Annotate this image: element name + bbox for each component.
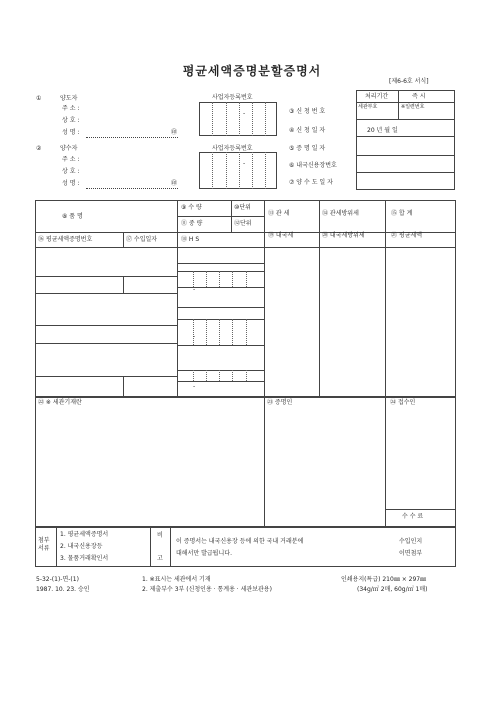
customs-notes-label: ㉒ ※ 세관기재란	[38, 399, 82, 406]
hs-dash-3: -	[193, 383, 196, 390]
attach-statement-1: 이 증명서는 내국신용장 등에 의한 국내 거래분에	[176, 538, 304, 545]
transferee-bizreg-label: 사업자등록번호	[212, 145, 253, 152]
footer-note-2: 2. 제출부수 3부 (신청인용 · 통계용 · 세관보관용)	[142, 586, 272, 593]
col-qty: ⑨ 수 량	[181, 204, 202, 211]
col-domestic-tax: ⑲ 내국세	[268, 232, 294, 239]
remark-label-2: 고	[157, 555, 163, 562]
certifier-label: ㉓ 증명인	[267, 399, 293, 406]
col-weight: ⑪ 중 량	[181, 220, 203, 227]
processing-period-label: 처리기간	[365, 93, 389, 100]
transferor-num: ①	[36, 95, 42, 102]
transferor-seal: ㊞	[171, 129, 178, 136]
form-title: 평균세액증명분할증명서	[182, 64, 322, 78]
attach-item-2: 2. 내국신용장등	[60, 543, 103, 550]
remark-label-1: 비	[157, 532, 163, 539]
transferor-address-label: 주 소 :	[62, 105, 80, 112]
attach-item-1: 1. 평균세액증명서	[60, 531, 109, 538]
attach-label-1: 첨부	[38, 537, 50, 544]
footer-paper: 인쇄용지(특급) 210㎜ × 297㎜	[341, 576, 427, 583]
revenue-stamp-label-2: 이면첨부	[399, 550, 423, 557]
signature-section	[35, 397, 456, 527]
footer-approved: 1987. 10. 23. 승인	[36, 586, 90, 593]
transferor-company-label: 상 호 :	[62, 117, 80, 124]
footer-paper-2: (34g/㎡ 2매, 60g/㎡ 1매)	[357, 586, 428, 593]
app-date-label: ④ 신 청 일 자	[289, 127, 326, 134]
item-table	[35, 200, 456, 397]
transferor-bizreg-dash: -	[243, 110, 246, 117]
processing-period-value: 즉 시	[412, 93, 426, 100]
footer-code: 5-32-(1)-면-(1)	[36, 576, 79, 583]
col-item: ⑧ 품 명	[62, 213, 83, 220]
col-avg-tax: ㉑ 평균세액	[391, 232, 423, 239]
transferor-label: 양도자	[60, 95, 78, 102]
attach-statement-2: 대해서만 발급됩니다.	[176, 550, 232, 557]
app-no-label: ③ 신 청 번 호	[289, 108, 326, 115]
col-import-date: ⑰ 수입일자	[126, 236, 158, 243]
attach-item-3: 3. 물품거래확인서	[60, 555, 109, 562]
transferor-rep-label: 성 명 :	[62, 129, 80, 136]
transferee-bizreg-dash: -	[243, 160, 246, 167]
col-customs-duty: ⑬ 관 세	[268, 210, 290, 217]
receipt-label: ㉔ 접수인	[390, 399, 416, 406]
serial-no-label: ※일련번호	[401, 104, 425, 110]
hs-dash-1: -	[193, 286, 196, 293]
col-total: ⑮ 합 계	[391, 210, 413, 217]
col-unit1: ⑩단위	[234, 204, 251, 211]
customs-code-label: 세관부호	[358, 104, 378, 110]
transferee-company-label: 상 호 :	[62, 168, 80, 175]
revenue-stamp-label-1: 수입인지	[399, 538, 423, 545]
col-avg-cert-no: ⑯ 평균세액증명번호	[38, 236, 93, 243]
col-hs: ⑱ H S	[181, 236, 200, 243]
transferee-num: ②	[36, 145, 42, 152]
transferee-label: 양수자	[60, 145, 78, 152]
credit-no-label: ⑥ 내국신용장번호	[289, 162, 337, 169]
cert-date-label: ⑤ 증 명 일 자	[289, 145, 326, 152]
transfer-date-label: ⑦ 양 수 도 일 자	[289, 179, 333, 186]
transferor-bizreg-label: 사업자등록번호	[212, 94, 253, 101]
attach-label-2: 서류	[38, 545, 50, 552]
app-date-value[interactable]: 20 년 월 일	[367, 127, 398, 134]
col-unit2: ⑫단위	[234, 220, 252, 227]
transferee-address-label: 주 소 :	[62, 156, 80, 163]
fee-label: 수 수 료	[402, 513, 424, 520]
form-number: [제6-6호 서식]	[389, 78, 429, 85]
footer-note-1: 1. ※표시는 세관에서 기재	[142, 576, 211, 583]
hs-dash-2: -	[193, 333, 196, 340]
col-duty-refund: ⑭ 관세방위세	[322, 210, 359, 217]
col-domestic-refund: ⑳ 내국세방위세	[322, 232, 365, 239]
transferee-rep-label: 성 명 :	[62, 180, 80, 187]
transferee-seal: ㊞	[171, 180, 178, 187]
